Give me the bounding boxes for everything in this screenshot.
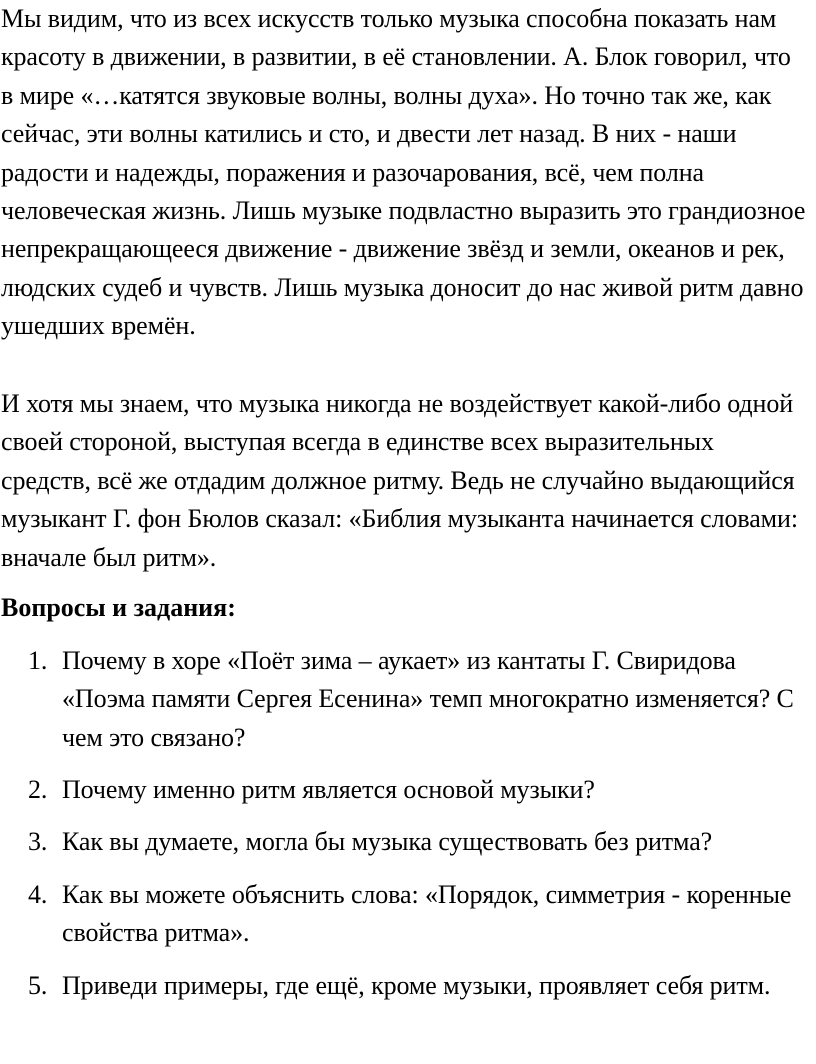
- question-text: Почему именно ритм является основой музыки?: [62, 775, 595, 804]
- question-number: 4.: [28, 880, 48, 909]
- paragraph-rhythm: И хотя мы знаем, что музыка никогда не воздействует какой-либо одной своей стороной, выступая всегда в единстве всех выразительных средств, всё же отдадим должное ритму. Ведь не случайно выдающийся музыкант Г. фон Бюлов сказал: «Библия музыканта начинается словами: вначале был ритм».: [1, 389, 798, 572]
- questions-list: [0, 642, 810, 1047]
- question-item-2: [0, 771, 810, 823]
- paragraph-intro: Мы видим, что из всех искусств только музыка способна показать нам красоту в движении, в развитии, в её становлении. А. Блок говорил, что в мире «…катятся звуковые волны, волны духа». Но точно так же, как сейчас, эти волны катились и сто, и двести лет назад. В них - наши радости и надежды, поражения и разочарования, всё, чем полна человеческая жизнь. Лишь музыке подвластно выразить это грандиозное непрекращающееся движение - движение звёзд и земли, океанов и рек, людских судеб и чувств. Лишь музыка доносит до нас живой ритм давно ушедших времён.: [1, 4, 806, 341]
- question-item-5: [0, 967, 810, 1047]
- question-item-1: [0, 642, 810, 771]
- question-number: 2.: [28, 775, 48, 804]
- question-number: 3.: [28, 827, 48, 856]
- question-text: Приведи примеры, где ещё, кроме музыки, проявляет себя ритм.: [62, 971, 771, 1000]
- question-text: Почему в хоре «Поёт зима – аукает» из кантаты Г. Свиридова «Поэма памяти Сергея Есенина» темп многократно изменяется? С чем это связано?: [62, 646, 794, 752]
- question-text: Как вы можете объяснить слова: «Порядок, симметрия - коренные свойства ритма».: [62, 880, 792, 948]
- questions-heading: Вопросы и задания:: [1, 593, 236, 622]
- question-number: 1.: [28, 646, 48, 675]
- question-item-4: [0, 876, 810, 967]
- question-number: 5.: [28, 971, 48, 1000]
- question-text: Как вы думаете, могла бы музыка существовать без ритма?: [62, 827, 713, 856]
- question-item-3: [0, 823, 810, 876]
